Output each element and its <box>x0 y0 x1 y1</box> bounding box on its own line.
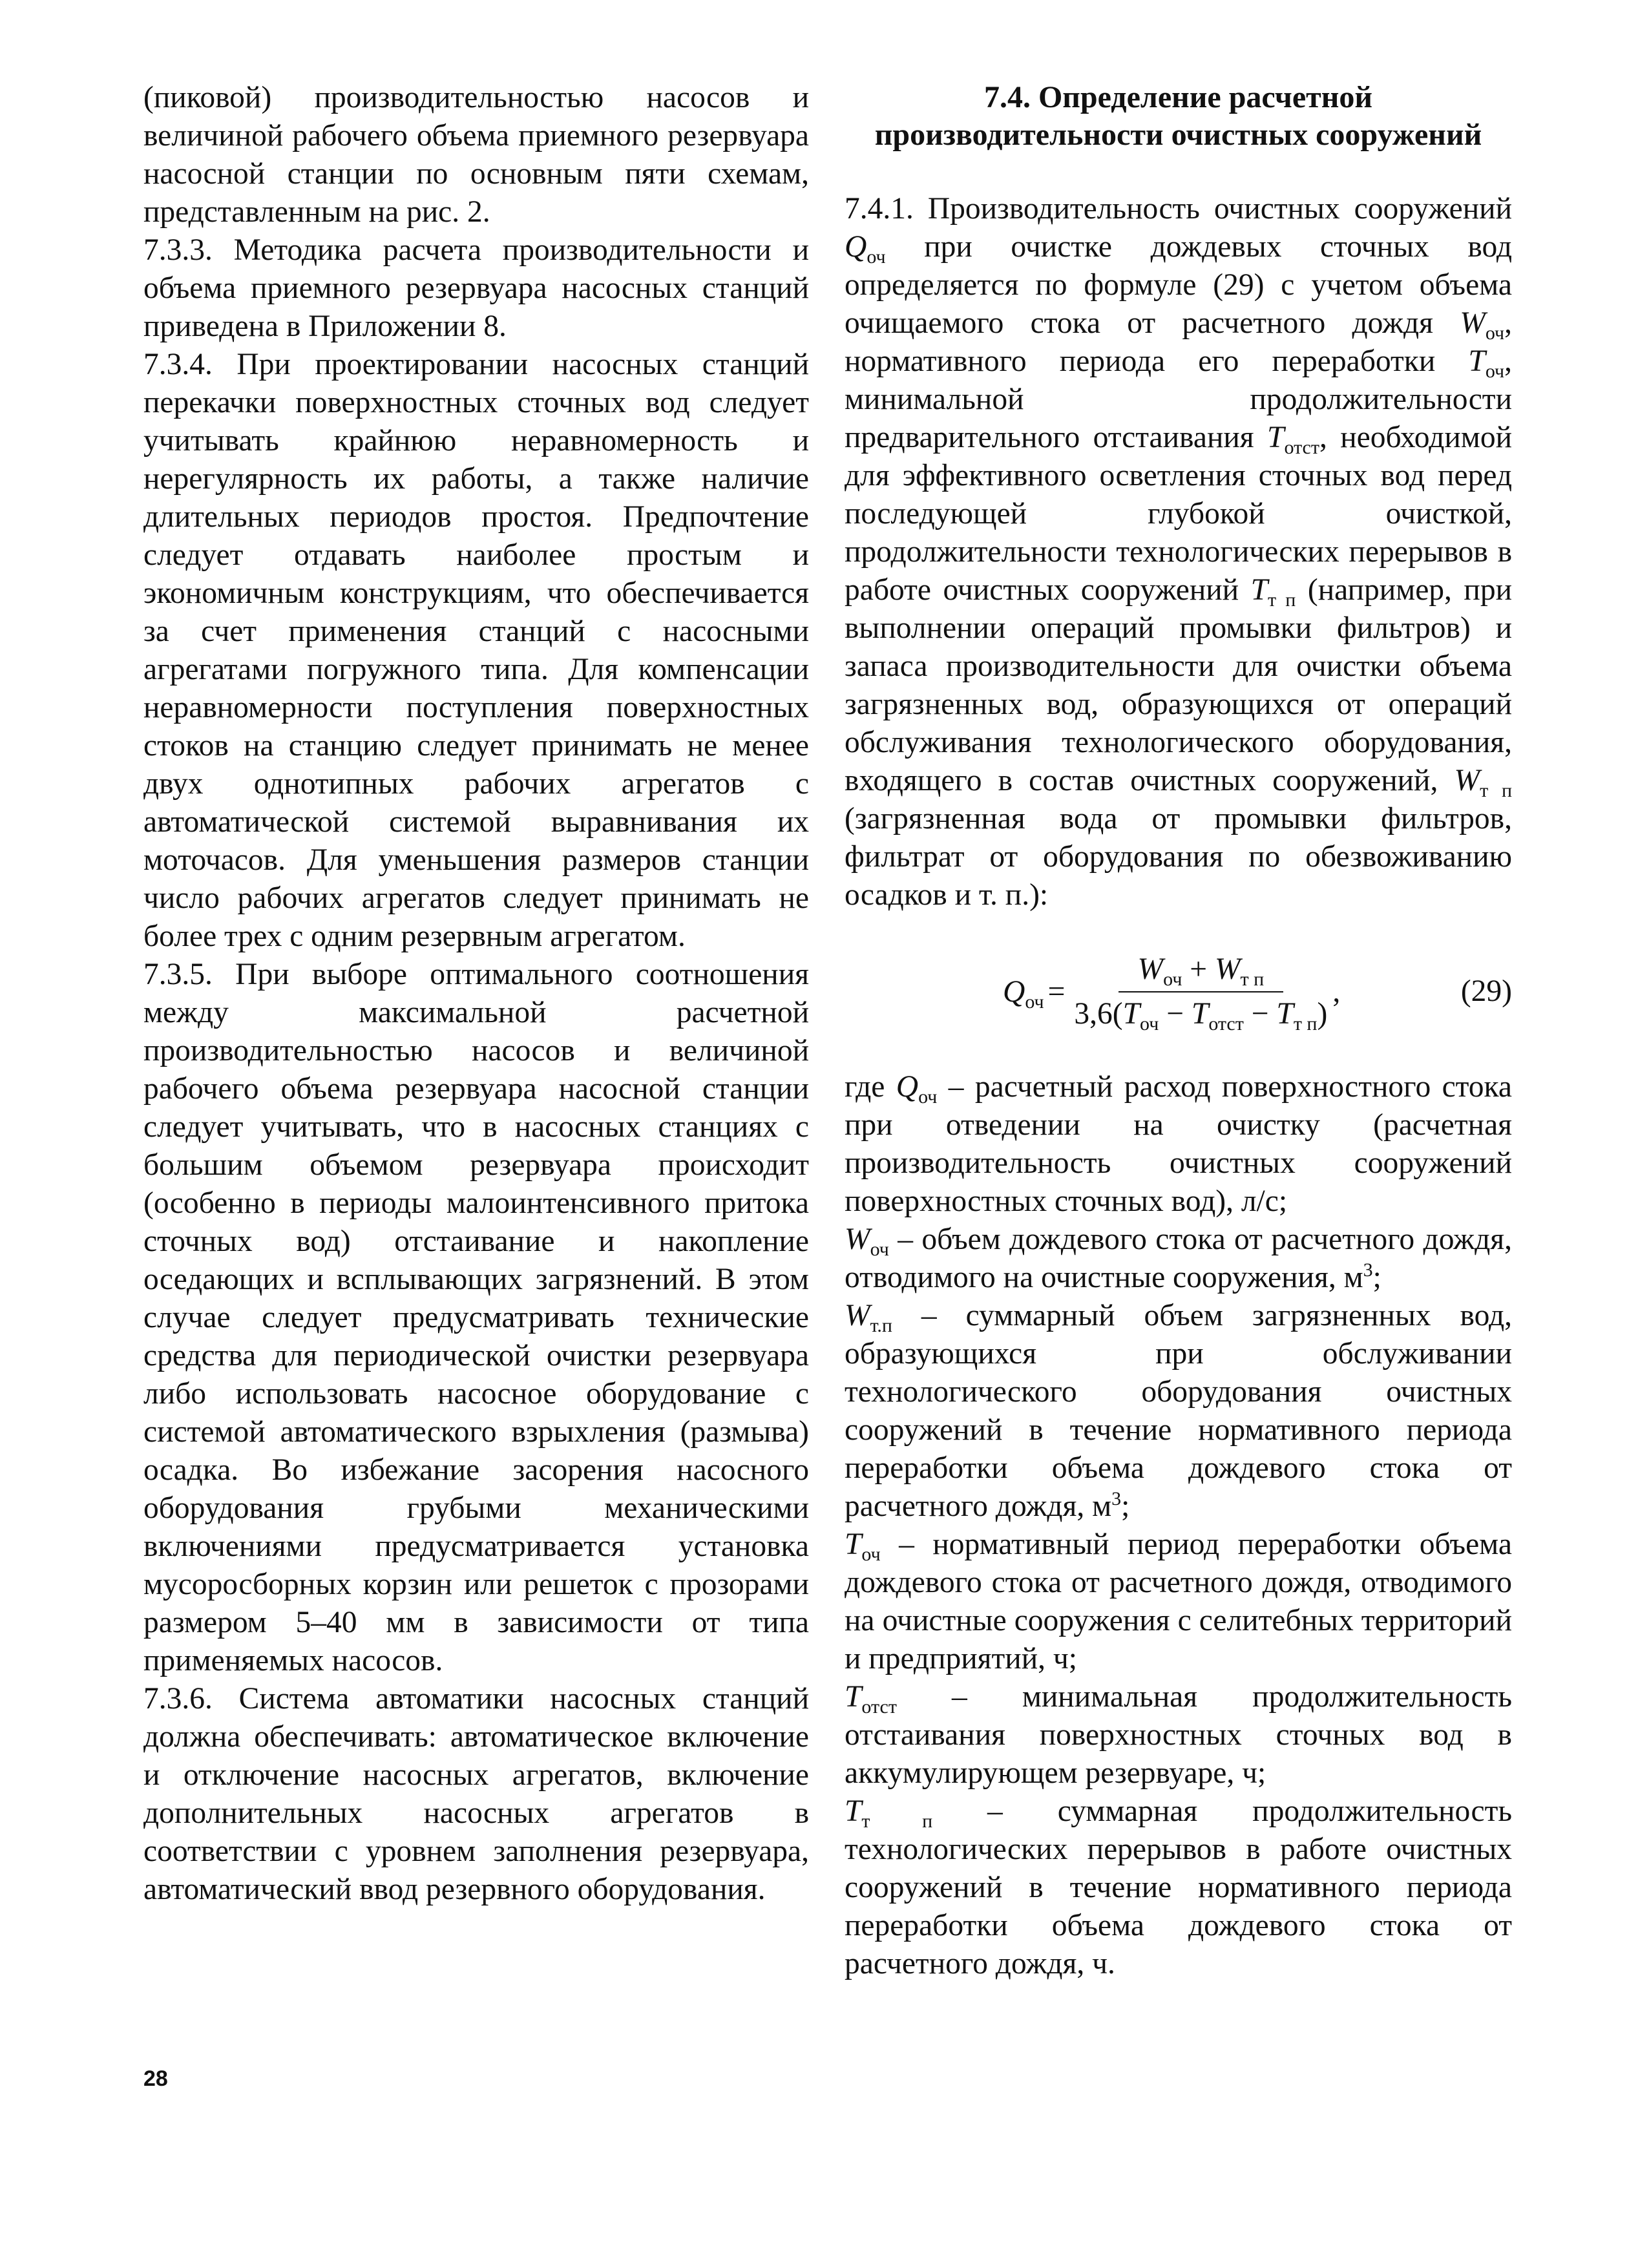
definition-item: $T_{т п}$ – суммарная продолжительность технологических перерывов в работе очистных сооружений в течение нормативного периода переработки объема дождевого стока от расчетного дождя, ч. <box>845 1794 1512 1980</box>
paragraph: 7.3.6. Система автоматики насосных станций должна обеспечивать: автоматическое включение и отключение насосных агрегатов, включение дополнительных насосных агрегатов в соответствии с уровнем заполнения резервуара, автоматический ввод резервного оборудования. <box>143 1682 809 1906</box>
definition-item: $T_{отст}$ – минимальная продолжительность отстаивания поверхностных сточных вод в аккумулирующем резервуаре, ч; <box>845 1680 1512 1790</box>
intro-paragraph: 7.4.1. Производительность очистных сооружений $Q_{оч}$ при очистке дождевых сточных вод определяется по формуле (29) с учетом объема очищаемого стока от расчетного дождя $W_{оч}$, нормативного периода его переработки $T_{оч}$, минимальной продолжительности предварительного отстаивания $T_{отст}$, необходимой для эффективного осветления сточных вод перед последующей глубокой очисткой, продолжительности технологических перерывов в работе очистных сооружений $T_{т п}$ (например, при выполнении операций промывки фильтров) и запаса производительности для очистки объема загрязненных вод, образующихся от операций обслуживания технологического оборудования, входящего в состав очистных сооружений, $W_{т п}$ (загрязненная вода от промывки фильтров, фильтрат от оборудования по обезвоживанию осадков и т. п.): <box>845 192 1513 912</box>
formula-denominator: $3,6(T_{оч} - T_{отст} - T_{т п})$ <box>1074 997 1328 1034</box>
paragraph: 7.3.5. При выборе оптимального соотношения между максимальной расчетной производительностью насосов и величиной рабочего объема резервуара насосной станции следует учитывать, что в насосных станциях с большим объемом резервуара происходит (особенно в периоды малоинтенсивного притока сточных вод) отстаивание и накопление оседающих и всплывающих загрязнений. В этом случае следует предусматривать технические средства для периодической очистки резервуара либо использовать насосное оборудование с системой автоматического взрыхления (размыва) осадка. Во избежание засорения насосного оборудования грубыми механическими включениями предусматривается установка мусоросборных корзин или решеток с прозорами размером 5–40 мм в зависимости от типа применяемых насосов. <box>143 958 809 1677</box>
definitions-list <box>845 1068 1512 1983</box>
formula-fraction <box>1074 950 1327 1033</box>
paragraph: 7.3.4. При проектировании насосных станций перекачки поверхностных сточных вод следует учитывать крайнюю неравномерность и нерегулярность их работы, а также наличие длительных периодов простоя. Предпочтение следует отдавать наиболее простым и экономичным конструкциям, что обеспечивается за счет применения станций с насосными агрегатами погружного типа. Для компенсации неравномерности поступления поверхностных стоков на станцию следует принимать не менее двух однотипных рабочих агрегатов с автоматической системой выравнивания их моточасов. Для уменьшения размеров станции число рабочих агрегатов следует принимать не более трех с одним резервным агрегатом. <box>143 348 809 953</box>
equation-number: (29) <box>1460 974 1512 1008</box>
formula-numerator: $W_{оч} + W_{т п}$ <box>1119 950 1284 992</box>
formula-29: $Q_{оч}$ = $\frac{W_{оч} + W_{т п}}{3,6(T_{оч} - T_{отст} - T_{т п})}$ , (29) <box>845 931 1512 1054</box>
definition-item: $W_{т.п}$ – суммарный объем загрязненных вод, образующихся при обслуживании технологического оборудования очистных сооружений в течение нормативного периода переработки объема дождевого стока от расчетного дождя, $м^3$; <box>845 1299 1512 1523</box>
paragraph: (пиковой) производительностью насосов и величиной рабочего объема приемного резервуара насосной станции по основным пяти схемам, представленным на рис. 2. <box>143 81 809 229</box>
definition-item: где $Q_{оч}$ – расчетный расход поверхностного стока при отведении на очистку (расчетная производительность очистных сооружений поверхностных сточных вод), л/с; <box>845 1070 1512 1218</box>
section-heading: 7.4. Определение расчетной производительности очистных сооружений <box>874 80 1482 152</box>
definition-item: $T_{оч}$ – нормативный период переработки объема дождевого стока от расчетного дождя, отводимого на очистные сооружения с селитебных территорий и предприятий, ч; <box>845 1528 1512 1675</box>
left-column <box>143 79 809 1909</box>
right-column <box>845 79 1512 1983</box>
definition-item: $W_{оч}$ – объем дождевого стока от расчетного дождя, отводимого на очистные сооружения, $м^3$; <box>845 1223 1512 1294</box>
page-number: 28 <box>143 2066 168 2091</box>
paragraph: 7.3.3. Методика расчета производительности и объема приемного резервуара насосных станций приведена в Приложении 8. <box>143 233 809 343</box>
